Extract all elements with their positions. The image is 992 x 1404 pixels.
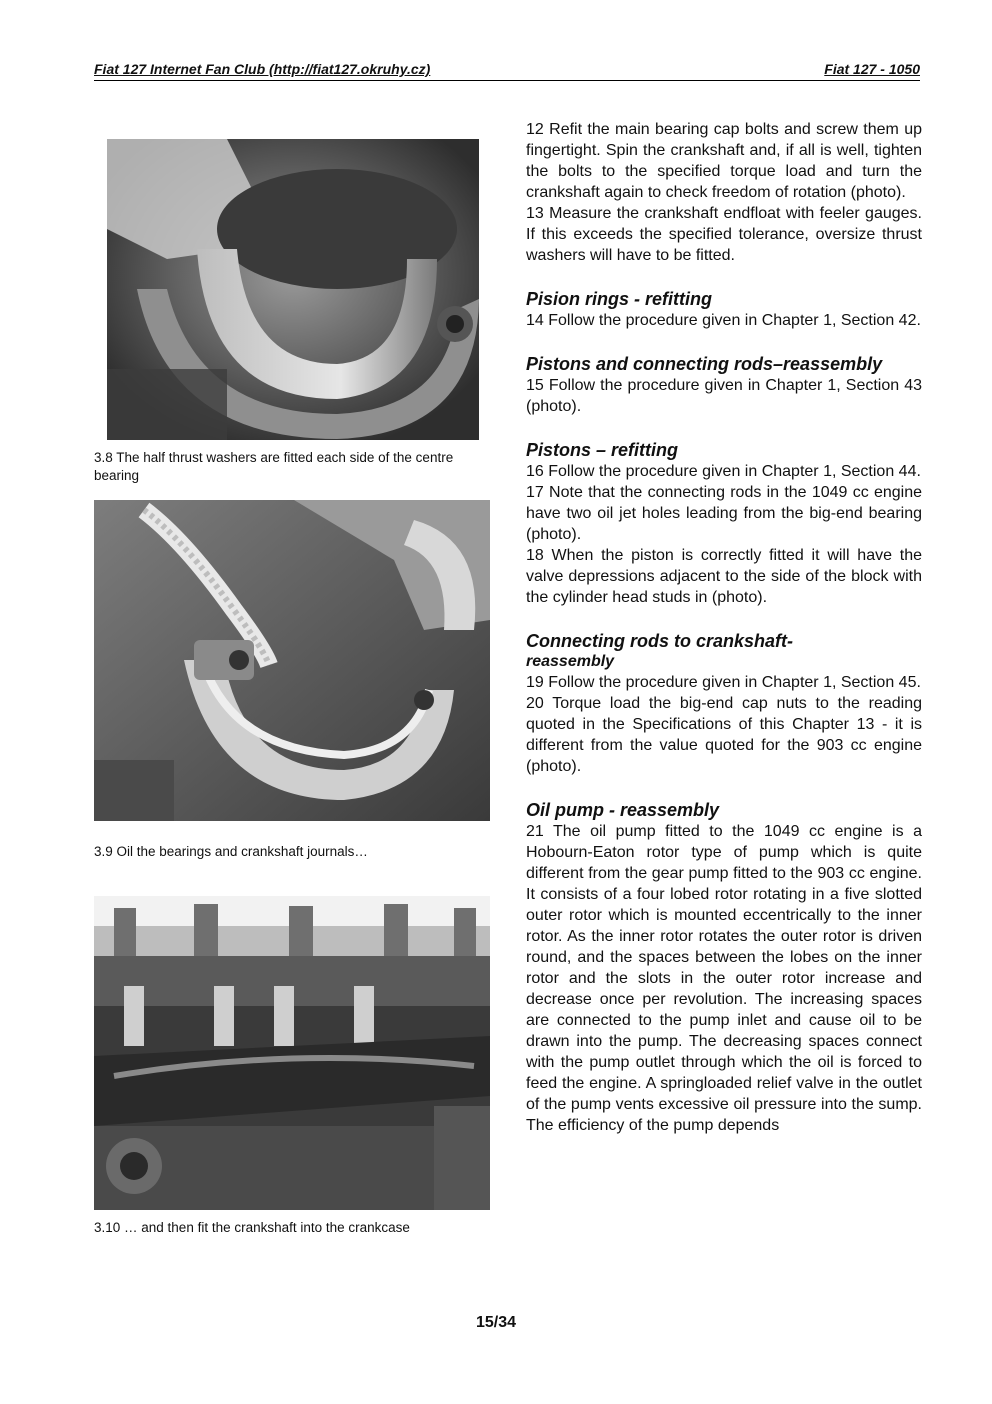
heading-pistons-refitting: Pistons – refitting <box>526 440 679 460</box>
heading-oil-pump: Oil pump - reassembly <box>526 800 720 820</box>
figure-caption-3-8: 3.8 The half thrust washers are fitted each side of the centre bearing <box>94 450 454 483</box>
page-number: 15/34 <box>475 1314 517 1331</box>
header-left-title: Fiat 127 Internet Fan Club (http://fiat127.okruhy.cz) <box>94 61 431 77</box>
paragraph-16: 16 Follow the procedure given in Chapter 1, Section 44. <box>526 463 921 480</box>
photo-oil-bearings <box>94 500 490 821</box>
right-text-column <box>526 119 922 1136</box>
figure-caption-3-9: 3.9 Oil the bearings and crankshaft journals… <box>94 844 368 859</box>
figure-caption-3-10: 3.10 … and then fit the crankshaft into the crankcase <box>94 1220 410 1235</box>
photo-thrust-washers <box>107 139 479 440</box>
page-header <box>94 60 920 81</box>
photo-crankshaft-fitted <box>94 896 490 1210</box>
heading-pistons-connecting-rods: Pistons and connecting rods–reassembly <box>526 354 883 374</box>
paragraph-18: 18 When the piston is correctly fitted it will have the valve depressions adjacent to the side of the block with the cylinder head studs in (photo). <box>526 547 922 606</box>
paragraph-12: 12 Refit the main bearing cap bolts and screw them up fingertight. Spin the crankshaft and, if all is well, tighten the bolts to the specified torque load and turn the crankshaft again to check freedom of rotation (photo). <box>526 121 922 201</box>
paragraph-13: 13 Measure the crankshaft endfloat with feeler gauges. If this exceeds the specified tolerance, oversize thrust washers will have to be fitted. <box>526 205 922 264</box>
header-right-title: Fiat 127 - 1050 <box>824 61 920 77</box>
paragraph-15: 15 Follow the procedure given in Chapter 1, Section 43 (photo). <box>526 377 922 415</box>
paragraph-19: 19 Follow the procedure given in Chapter 1, Section 45. <box>526 674 921 691</box>
paragraph-14: 14 Follow the procedure given in Chapter 1, Section 42. <box>526 312 921 329</box>
heading-connecting-rods-line1: Connecting rods to crankshaft- <box>526 631 794 651</box>
paragraph-17: 17 Note that the connecting rods in the 1049 cc engine have two oil jet holes leading from the big-end bearing (photo). <box>526 484 922 543</box>
heading-connecting-rods-line2: reassembly <box>526 653 615 670</box>
paragraph-21: 21 The oil pump fitted to the 1049 cc engine is a Hobourn-Eaton rotor type of pump which is quite different from the gear pump fitted to the 903 cc engine. It consists of a four lobed rotor rotating in a five slotted outer rotor which is mounted eccentrically to the inner rotor. As the inner rotor rotates the outer rotor is driven round, and the spaces between the lobes on the inner rotor and the slots in the outer rotor increase and decrease once per revolution. The increasing spaces are connected to the pump inlet and cause oil to be drawn into the pump. The decreasing spaces connect with the pump outlet through which the oil is forced to feed the engine. A springloaded relief valve in the outlet of the pump vents excessive oil pressure into the sump. The efficiency of the pump depends <box>526 823 922 1134</box>
paragraph-20: 20 Torque load the big-end cap nuts to the reading quoted in the Specifications of this Chapter 13 - it is different from the value quoted for the 903 cc engine (photo). <box>526 695 922 775</box>
heading-pision-rings: Pision rings - refitting <box>526 289 713 309</box>
